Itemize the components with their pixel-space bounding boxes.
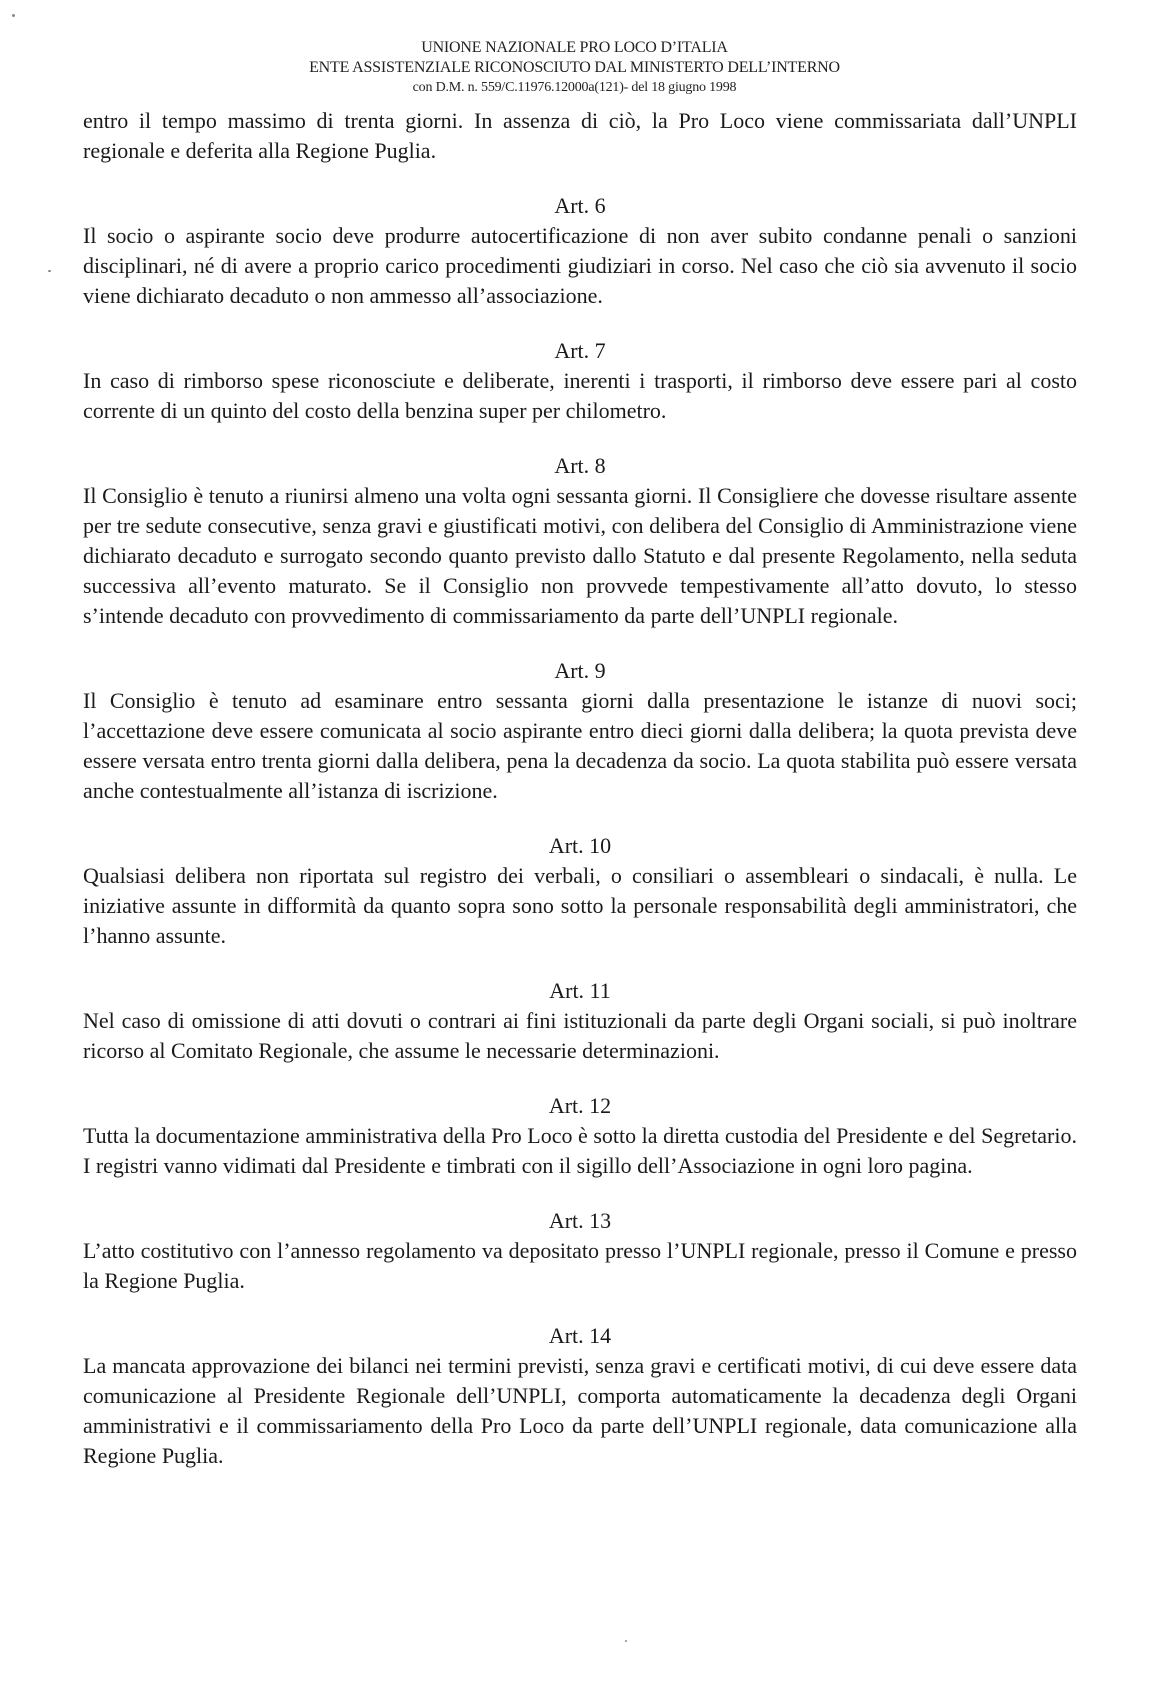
article-text: Il socio o aspirante socio deve produrre autocertificazione di non aver subito condanne penali o sanzioni disciplinari, né di avere a proprio carico procedimenti giudiziari in corso. Nel caso che ciò sia avvenuto il socio viene dichiarato decaduto o non ammesso all’associazione. [83,223,1077,308]
article-6 [83,191,1077,311]
scan-speck [48,270,51,272]
header-decree: con D.M. n. 559/C.11976.12000a(121)- del 18 giugno 1998 [412,80,737,95]
header-recognition: ENTE ASSISTENZIALE RICONOSCIUTO DAL MINISTERTO DELL’INTERNO [309,59,840,76]
document-body [83,106,1077,1471]
article-13 [83,1206,1077,1296]
article-text: Nel caso di omissione di atti dovuti o contrari ai fini istituzionali da parte degli Organi sociali, si può inoltrare ricorso al Comitato Regionale, che assume le necessarie determinazioni. [83,1008,1077,1063]
article-title: Art. 13 [548,1208,612,1233]
article-11 [83,976,1077,1066]
header-organization: UNIONE NAZIONALE PRO LOCO D’ITALIA [421,39,728,56]
article-text: Il Consiglio è tenuto a riunirsi almeno una volta ogni sessanta giorni. Il Consigliere che dovesse risultare assente per tre sedute consecutive, senza gravi e giustificati motivi, con delibera del Consiglio di Amministrazione viene dichiarato decaduto e surrogato secondo quanto previsto dallo Statuto e dal presente Regolamento, nella seduta successiva all’evento maturato. Se il Consiglio non provvede tempestivamente all’atto dovuto, lo stesso s’intende decaduto con provvedimento di commissariamento da parte dell’UNPLI regionale. [83,483,1077,628]
article-10 [83,831,1077,951]
article-text: L’atto costitutivo con l’annesso regolamento va depositato presso l’UNPLI regionale, presso il Comune e presso la Regione Puglia. [83,1238,1077,1293]
article-text: Tutta la documentazione amministrativa della Pro Loco è sotto la diretta custodia del Presidente e del Segretario. I registri vanno vidimati dal Presidente e timbrati con il sigillo dell’Associazione in ogni loro pagina. [83,1123,1077,1178]
scan-speck [625,1640,627,1642]
article-14 [83,1321,1077,1471]
article-8 [83,451,1077,631]
intro-paragraph: entro il tempo massimo di trenta giorni. In assenza di ciò, la Pro Loco viene commissariata dall’UNPLI regionale e deferita alla Regione Puglia. [83,108,1077,163]
article-title: Art. 11 [549,978,611,1003]
article-title: Art. 6 [554,193,606,218]
article-title: Art. 12 [548,1093,612,1118]
article-9 [83,656,1077,806]
article-7 [83,336,1077,426]
article-text: Qualsiasi delibera non riportata sul registro dei verbali, o consiliari o assembleari o sindacali, è nulla. Le iniziative assunte in difformità da quanto sopra sono sotto la personale responsabilità degli amministratori, che l’hanno assunte. [83,863,1077,948]
article-title: Art. 7 [554,338,606,363]
article-title: Art. 9 [554,658,606,683]
article-text: Il Consiglio è tenuto ad esaminare entro sessanta giorni dalla presentazione le istanze di nuovi soci; l’accettazione deve essere comunicata al socio aspirante entro dieci giorni dalla delibera; la quota prevista deve essere versata entro trenta giorni dalla delibera, pena la decadenza da socio. La quota stabilita può essere versata anche contestualmente all’istanza di iscrizione. [83,688,1077,803]
article-text: In caso di rimborso spese riconosciute e deliberate, inerenti i trasporti, il rimborso deve essere pari al costo corrente di un quinto del costo della benzina super per chilometro. [83,368,1077,423]
article-12 [83,1091,1077,1181]
document-header [0,38,1149,98]
scan-speck [12,14,15,17]
article-text: La mancata approvazione dei bilanci nei termini previsti, senza gravi e certificati motivi, di cui deve essere data comunicazione al Presidente Regionale dell’UNPLI, comporta automaticamente la decadenza degli Organi amministrativi e il commissariamento della Pro Loco da parte dell’UNPLI regionale, data comunicazione alla Regione Puglia. [83,1353,1077,1468]
article-title: Art. 14 [548,1323,612,1348]
article-title: Art. 8 [554,453,606,478]
article-title: Art. 10 [548,833,612,858]
